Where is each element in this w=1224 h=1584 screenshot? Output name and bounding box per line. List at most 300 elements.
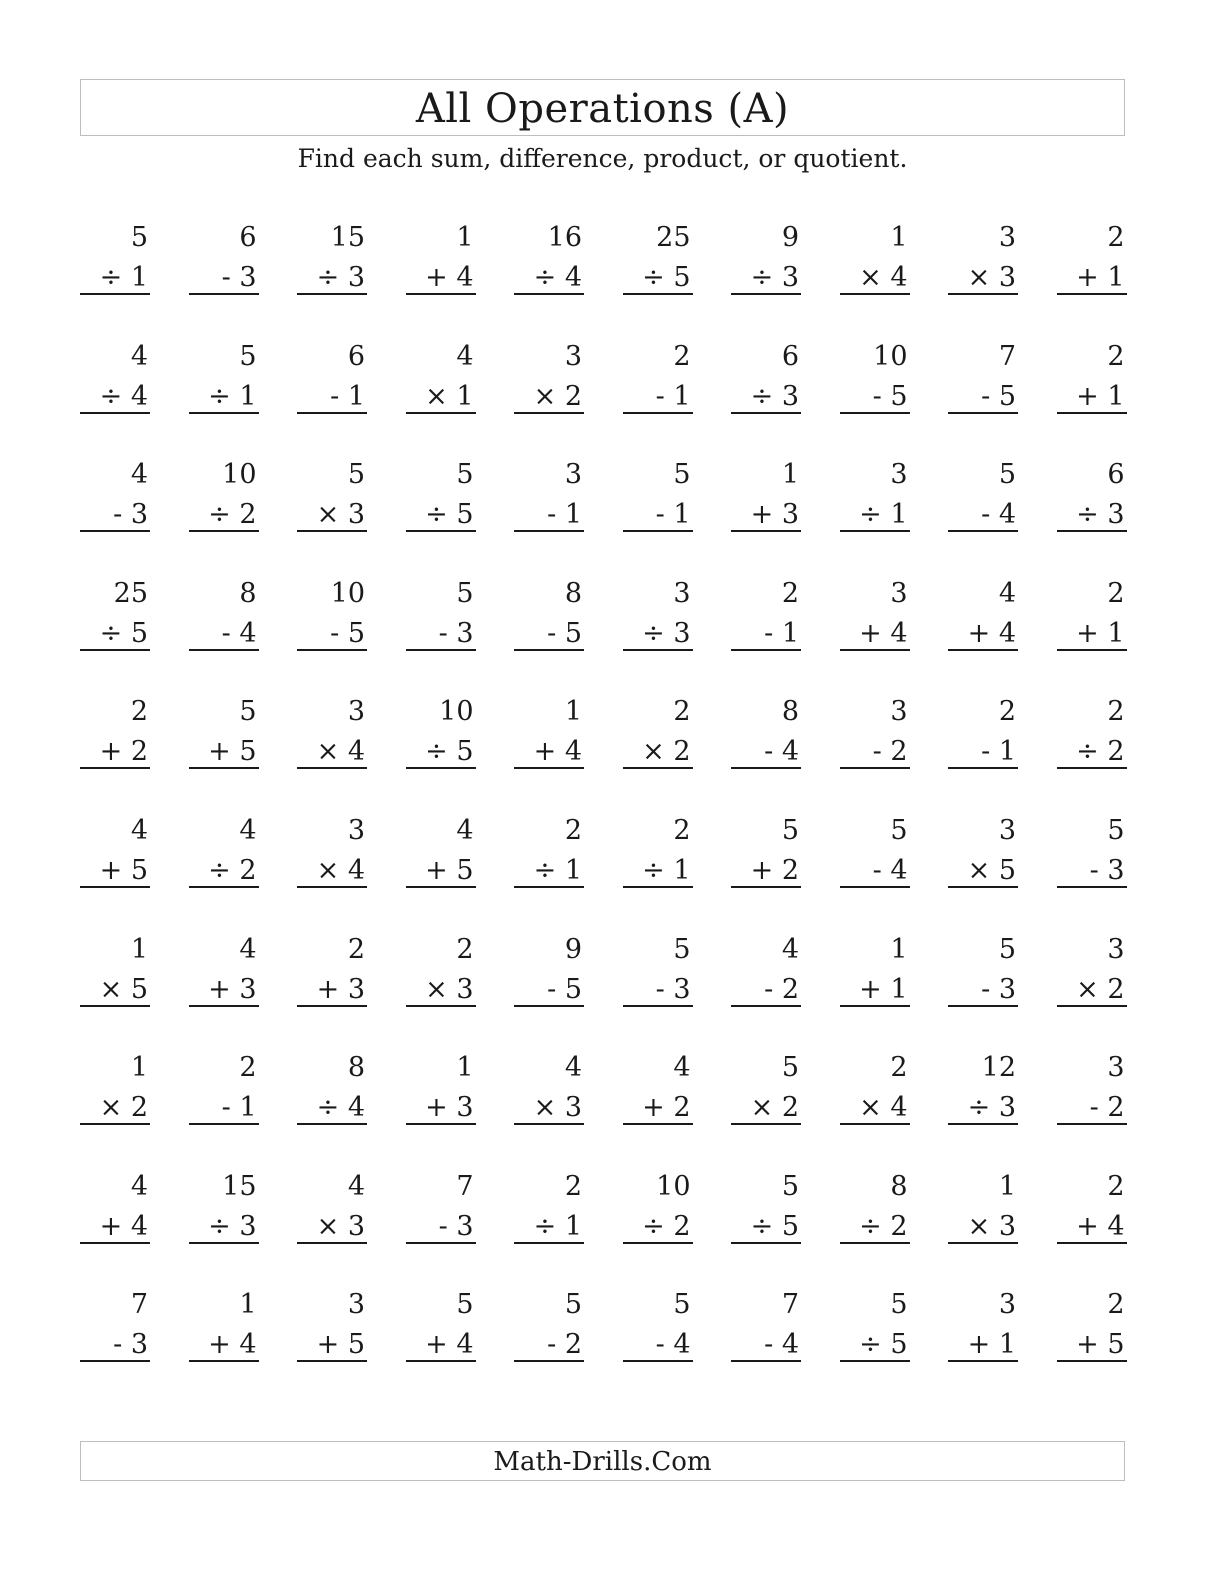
top-number: 8 [564, 577, 582, 609]
problem-row [80, 1285, 1126, 1403]
problem [80, 1048, 150, 1128]
problem [189, 1048, 259, 1128]
operator-and-number: - 5 [547, 973, 582, 1005]
problem [623, 218, 693, 298]
answer-line [189, 530, 259, 532]
operator-and-number: - 3 [221, 262, 257, 293]
answer-line [297, 1123, 367, 1125]
answer-line [948, 1360, 1018, 1362]
operator-and-number: ÷ 5 [425, 736, 474, 768]
problem-row [80, 455, 1126, 573]
answer-line [189, 412, 259, 414]
top-number: 2 [564, 1170, 582, 1202]
operator-and-number: + 4 [859, 617, 908, 649]
operator-and-number: ÷ 5 [859, 1329, 908, 1361]
problem [840, 337, 910, 417]
answer-line [189, 886, 259, 888]
answer-line [297, 530, 367, 532]
operator-and-number: - 1 [330, 380, 365, 412]
operator-and-number: + 3 [208, 973, 257, 1005]
problem [406, 811, 476, 891]
problem-row [80, 811, 1126, 929]
problem [623, 574, 693, 654]
answer-line [731, 1005, 801, 1007]
answer-line [189, 767, 259, 769]
top-number: 3 [673, 577, 691, 609]
operator-and-number: × 3 [533, 1092, 582, 1124]
problem [840, 1167, 910, 1247]
answer-line [514, 412, 584, 414]
operator-and-number: + 3 [425, 1092, 474, 1124]
problem [406, 1285, 476, 1365]
answer-line [1057, 412, 1127, 414]
operator-and-number: ÷ 3 [316, 262, 365, 293]
top-number: 5 [673, 933, 691, 965]
top-number: 8 [347, 1052, 365, 1084]
operator-and-number: - 4 [764, 1329, 799, 1361]
problem [297, 1285, 367, 1365]
answer-line [948, 412, 1018, 414]
answer-line [514, 293, 584, 295]
problem [80, 930, 150, 1010]
answer-line [840, 649, 910, 651]
answer-line [731, 293, 801, 295]
answer-line [406, 1005, 476, 1007]
answer-line [297, 1005, 367, 1007]
problem [731, 930, 801, 1010]
answer-line [623, 1242, 693, 1244]
top-number: 4 [130, 340, 148, 372]
top-number: 8 [890, 1170, 908, 1202]
answer-line [80, 1360, 150, 1362]
footer-box [80, 1441, 1125, 1481]
answer-line [514, 649, 584, 651]
top-number: 1 [564, 696, 582, 728]
operator-and-number: - 1 [655, 380, 691, 412]
operator-and-number: + 2 [642, 1092, 691, 1124]
operator-and-number: + 4 [1076, 1210, 1125, 1242]
problem [406, 1167, 476, 1247]
top-number: 2 [564, 815, 582, 846]
answer-line [840, 886, 910, 888]
answer-line [514, 1005, 584, 1007]
operator-and-number: + 4 [208, 1329, 257, 1361]
answer-line [80, 767, 150, 769]
problem [80, 455, 150, 535]
operator-and-number: ÷ 1 [642, 855, 691, 886]
top-number: 5 [998, 933, 1016, 965]
answer-line [623, 1360, 693, 1362]
operator-and-number: - 5 [330, 617, 365, 649]
problem [840, 574, 910, 654]
top-number: 10 [656, 1170, 691, 1202]
top-number: 4 [673, 1052, 691, 1084]
top-number: 5 [890, 815, 908, 846]
operator-and-number: + 5 [99, 855, 148, 886]
problem [406, 455, 476, 535]
top-number: 4 [456, 340, 474, 372]
answer-line [406, 530, 476, 532]
top-number: 6 [239, 222, 257, 253]
answer-line [840, 293, 910, 295]
problem [731, 337, 801, 417]
answer-line [623, 767, 693, 769]
instructions: Find each sum, difference, product, or quotient. [297, 144, 908, 173]
answer-line [731, 767, 801, 769]
answer-line [1057, 293, 1127, 295]
operator-and-number: - 2 [547, 1329, 582, 1361]
problem [948, 811, 1018, 891]
top-number: 7 [130, 1289, 148, 1321]
top-number: 2 [239, 1052, 257, 1084]
answer-line [623, 530, 693, 532]
problem [514, 692, 584, 772]
top-number: 5 [456, 459, 474, 491]
top-number: 3 [564, 459, 582, 491]
top-number: 3 [890, 459, 908, 491]
problem [189, 1167, 259, 1247]
answer-line [189, 1242, 259, 1244]
operator-and-number: + 5 [208, 736, 257, 768]
top-number: 15 [222, 1170, 257, 1202]
operator-and-number: + 1 [859, 973, 908, 1005]
operator-and-number: + 4 [425, 262, 474, 293]
operator-and-number: - 4 [221, 617, 257, 649]
top-number: 1 [130, 933, 148, 965]
operator-and-number: - 4 [764, 736, 799, 768]
problem [80, 1285, 150, 1365]
problem [1057, 811, 1127, 891]
problem [731, 218, 801, 298]
answer-line [189, 293, 259, 295]
operator-and-number: + 5 [1076, 1329, 1125, 1361]
answer-line [406, 293, 476, 295]
operator-and-number: ÷ 3 [642, 617, 691, 649]
problem [189, 574, 259, 654]
problem [297, 1048, 367, 1128]
top-number: 9 [564, 933, 582, 965]
answer-line [297, 412, 367, 414]
top-number: 5 [781, 815, 799, 846]
problem [840, 218, 910, 298]
operator-and-number: - 1 [221, 1092, 257, 1124]
top-number: 5 [673, 1289, 691, 1321]
answer-line [840, 530, 910, 532]
problem [731, 1048, 801, 1128]
problem [1057, 218, 1127, 298]
answer-line [406, 412, 476, 414]
top-number: 5 [347, 459, 365, 491]
top-number: 5 [890, 1289, 908, 1321]
operator-and-number: - 1 [655, 499, 691, 531]
operator-and-number: + 3 [316, 973, 365, 1005]
answer-line [406, 649, 476, 651]
operator-and-number: × 2 [533, 380, 582, 412]
operator-and-number: ÷ 5 [425, 499, 474, 531]
problem [406, 692, 476, 772]
operator-and-number: + 4 [967, 617, 1016, 649]
top-number: 5 [1107, 815, 1125, 846]
problem [189, 218, 259, 298]
operator-and-number: + 1 [1076, 617, 1125, 649]
operator-and-number: - 1 [981, 736, 1016, 768]
operator-and-number: ÷ 2 [208, 855, 257, 886]
operator-and-number: - 3 [1089, 855, 1125, 886]
problem [948, 1048, 1018, 1128]
answer-line [514, 1360, 584, 1362]
operator-and-number: × 3 [967, 262, 1016, 293]
top-number: 5 [456, 577, 474, 609]
answer-line [514, 886, 584, 888]
top-number: 3 [564, 340, 582, 372]
answer-line [731, 412, 801, 414]
problem [406, 574, 476, 654]
operator-and-number: - 5 [981, 380, 1016, 412]
operator-and-number: ÷ 3 [208, 1210, 257, 1242]
problem [623, 1167, 693, 1247]
operator-and-number: ÷ 4 [533, 262, 582, 293]
problem-row [80, 930, 1126, 1048]
operator-and-number: + 5 [316, 1329, 365, 1361]
answer-line [731, 1123, 801, 1125]
operator-and-number: ÷ 1 [859, 499, 908, 531]
answer-line [948, 1123, 1018, 1125]
top-number: 8 [781, 696, 799, 728]
answer-line [514, 1242, 584, 1244]
answer-line [514, 767, 584, 769]
answer-line [297, 886, 367, 888]
operator-and-number: + 2 [99, 736, 148, 768]
problem [189, 692, 259, 772]
problem [731, 1167, 801, 1247]
operator-and-number: ÷ 3 [750, 262, 799, 293]
problem [840, 455, 910, 535]
top-number: 2 [673, 696, 691, 728]
operator-and-number: × 4 [316, 736, 365, 768]
answer-line [948, 1242, 1018, 1244]
operator-and-number: + 4 [99, 1210, 148, 1242]
problem [514, 574, 584, 654]
answer-line [80, 530, 150, 532]
top-number: 10 [439, 696, 474, 728]
top-number: 12 [981, 1052, 1016, 1084]
operator-and-number: × 2 [750, 1092, 799, 1124]
problem [189, 337, 259, 417]
top-number: 10 [222, 459, 257, 491]
top-number: 3 [998, 1289, 1016, 1321]
operator-and-number: ÷ 3 [750, 380, 799, 412]
problem [840, 1285, 910, 1365]
title-box [80, 79, 1125, 136]
answer-line [731, 649, 801, 651]
problem [297, 1167, 367, 1247]
problem [189, 811, 259, 891]
problem [514, 455, 584, 535]
operator-and-number: - 1 [547, 499, 582, 531]
answer-line [189, 1123, 259, 1125]
top-number: 3 [347, 1289, 365, 1321]
top-number: 5 [673, 459, 691, 491]
answer-line [1057, 1360, 1127, 1362]
top-number: 3 [1107, 1052, 1125, 1084]
problem [731, 574, 801, 654]
operator-and-number: + 4 [533, 736, 582, 768]
top-number: 2 [1107, 222, 1125, 253]
operator-and-number: - 2 [872, 736, 908, 768]
problem [1057, 1285, 1127, 1365]
problem [948, 1285, 1018, 1365]
answer-line [623, 649, 693, 651]
top-number: 1 [998, 1170, 1016, 1202]
problem [514, 1285, 584, 1365]
answer-line [297, 1242, 367, 1244]
operator-and-number: × 3 [316, 1210, 365, 1242]
problem-row [80, 218, 1126, 336]
problem [189, 455, 259, 535]
top-number: 5 [564, 1289, 582, 1321]
top-number: 2 [1107, 1170, 1125, 1202]
answer-line [731, 1360, 801, 1362]
operator-and-number: + 1 [1076, 380, 1125, 412]
problem [623, 930, 693, 1010]
problem-row [80, 337, 1126, 455]
top-number: 5 [781, 1170, 799, 1202]
problem [840, 811, 910, 891]
top-number: 5 [998, 459, 1016, 491]
top-number: 2 [673, 340, 691, 372]
top-number: 3 [347, 815, 365, 846]
answer-line [297, 1360, 367, 1362]
answer-line [731, 530, 801, 532]
operator-and-number: ÷ 5 [642, 262, 691, 293]
top-number: 2 [1107, 1289, 1125, 1321]
top-number: 1 [890, 222, 908, 253]
answer-line [80, 886, 150, 888]
operator-and-number: ÷ 2 [859, 1210, 908, 1242]
answer-line [948, 293, 1018, 295]
problem [406, 930, 476, 1010]
operator-and-number: + 1 [967, 1329, 1016, 1361]
problem [948, 218, 1018, 298]
operator-and-number: + 3 [750, 499, 799, 531]
operator-and-number: + 1 [1076, 262, 1125, 293]
operator-and-number: ÷ 1 [533, 1210, 582, 1242]
problem [948, 574, 1018, 654]
operator-and-number: × 2 [1076, 973, 1125, 1005]
top-number: 7 [781, 1289, 799, 1321]
problem [1057, 1048, 1127, 1128]
operator-and-number: - 3 [438, 1210, 474, 1242]
operator-and-number: × 5 [99, 973, 148, 1005]
problem [297, 337, 367, 417]
answer-line [623, 1005, 693, 1007]
answer-line [948, 886, 1018, 888]
problem [623, 1048, 693, 1128]
top-number: 2 [456, 933, 474, 965]
problem [80, 692, 150, 772]
answer-line [948, 530, 1018, 532]
operator-and-number: × 2 [642, 736, 691, 768]
top-number: 3 [347, 696, 365, 728]
problem [948, 930, 1018, 1010]
top-number: 8 [239, 577, 257, 609]
top-number: 3 [998, 815, 1016, 846]
answer-line [623, 1123, 693, 1125]
problem [731, 455, 801, 535]
problem [1057, 1167, 1127, 1247]
answer-line [840, 1123, 910, 1125]
problem-row [80, 574, 1126, 692]
operator-and-number: - 2 [764, 973, 799, 1005]
top-number: 1 [890, 933, 908, 965]
operator-and-number: - 4 [872, 855, 908, 886]
operator-and-number: - 3 [113, 1329, 148, 1361]
problem [623, 1285, 693, 1365]
operator-and-number: + 4 [425, 1329, 474, 1361]
problem [948, 692, 1018, 772]
operator-and-number: ÷ 4 [316, 1092, 365, 1124]
problem [297, 218, 367, 298]
answer-line [948, 649, 1018, 651]
answer-line [731, 886, 801, 888]
top-number: 7 [456, 1170, 474, 1202]
problem [297, 574, 367, 654]
problem [514, 218, 584, 298]
answer-line [514, 530, 584, 532]
problem [297, 930, 367, 1010]
operator-and-number: × 3 [425, 973, 474, 1005]
operator-and-number: × 3 [316, 499, 365, 531]
problem [1057, 930, 1127, 1010]
answer-line [406, 886, 476, 888]
operator-and-number: ÷ 5 [750, 1210, 799, 1242]
problem [406, 218, 476, 298]
answer-line [840, 767, 910, 769]
top-number: 4 [130, 1170, 148, 1202]
answer-line [1057, 1123, 1127, 1125]
operator-and-number: × 4 [859, 1092, 908, 1124]
problem [514, 930, 584, 1010]
answer-line [80, 1123, 150, 1125]
problem [514, 1048, 584, 1128]
top-number: 4 [130, 815, 148, 846]
answer-line [406, 1242, 476, 1244]
answer-line [840, 1005, 910, 1007]
operator-and-number: × 5 [967, 855, 1016, 886]
operator-and-number: ÷ 5 [99, 617, 148, 649]
problem [297, 811, 367, 891]
problem [623, 692, 693, 772]
operator-and-number: ÷ 2 [1076, 736, 1125, 768]
problem [731, 811, 801, 891]
answer-line [623, 412, 693, 414]
problem-row [80, 692, 1126, 810]
operator-and-number: ÷ 3 [967, 1092, 1016, 1124]
answer-line [731, 1242, 801, 1244]
top-number: 4 [347, 1170, 365, 1202]
answer-line [297, 293, 367, 295]
problem [1057, 455, 1127, 535]
problem-row [80, 1167, 1126, 1285]
problem [623, 455, 693, 535]
top-number: 10 [873, 340, 908, 372]
answer-line [623, 886, 693, 888]
answer-line [623, 293, 693, 295]
top-number: 6 [781, 340, 799, 372]
answer-line [1057, 1005, 1127, 1007]
answer-line [840, 1242, 910, 1244]
top-number: 1 [781, 459, 799, 491]
